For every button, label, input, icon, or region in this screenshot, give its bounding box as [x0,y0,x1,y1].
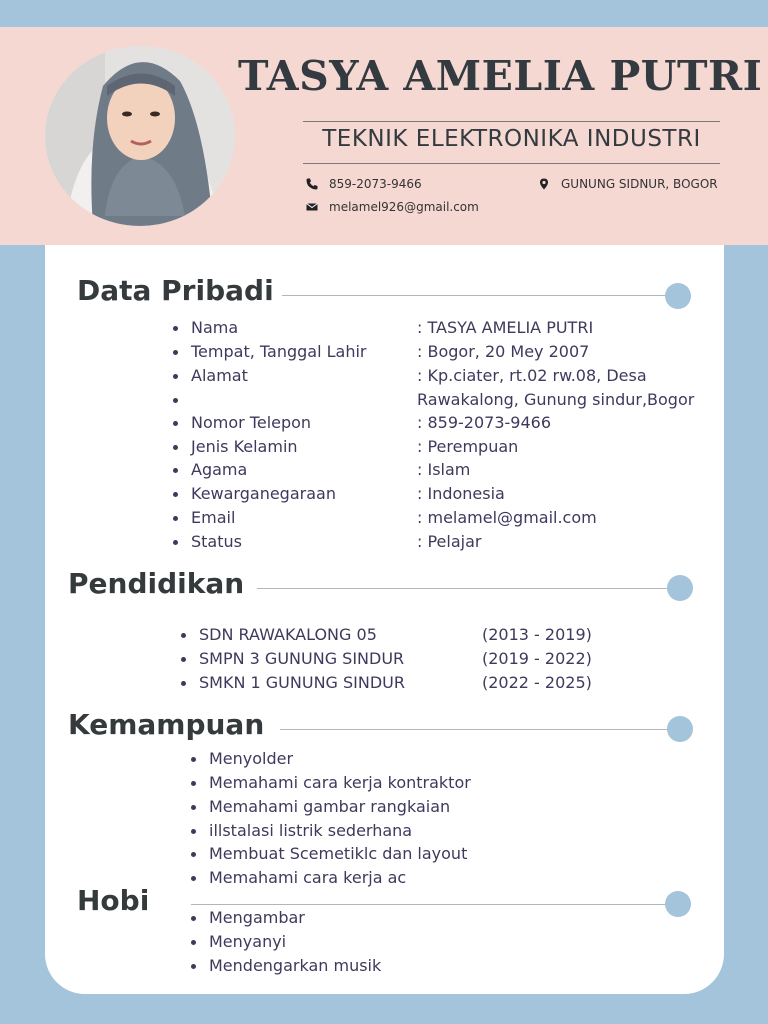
personal-value: : Indonesia [417,484,505,503]
subtitle-rule-top [303,121,720,122]
education-years: (2019 - 2022) [482,649,592,668]
location-text: GUNUNG SIDNUR, BOGOR [561,177,718,191]
job-title: TEKNIK ELEKTRONIKA INDUSTRI [322,126,701,152]
personal-label: Kewarganegaraan [191,484,336,503]
personal-value: : Perempuan [417,437,519,456]
email-text: melamel926@gmail.com [329,200,479,214]
subtitle-rule-bottom [303,163,720,164]
phone-icon [305,177,319,191]
personal-value: : TASYA AMELIA PUTRI [417,318,594,337]
section-dot-pendidikan [667,575,693,601]
skill-item: illstalasi listrik sederhana [209,821,413,840]
education-school: SMKN 1 GUNUNG SINDUR [199,673,406,692]
section-line-data-pribadi [282,295,670,296]
personal-label: Alamat [191,366,248,385]
personal-label: Jenis Kelamin [191,437,298,456]
location-pin-icon [537,177,551,191]
personal-value: : Bogor, 20 Mey 2007 [417,342,590,361]
personal-label: Tempat, Tanggal Lahir [191,342,367,361]
section-title-pendidikan: Pendidikan [68,567,245,600]
personal-value: : melamel@gmail.com [417,508,597,527]
section-dot-hobi [665,891,691,917]
personal-value: : Kp.ciater, rt.02 rw.08, Desa [417,366,647,385]
education-years: (2013 - 2019) [482,625,592,644]
skill-item: Memahami cara kerja kontraktor [209,773,471,792]
section-line-hobi [191,904,669,905]
section-title-data-pribadi: Data Pribadi [77,274,274,307]
phone-text: 859-2073-9466 [329,177,422,191]
contact-email [305,200,479,214]
profile-photo [45,46,235,226]
education-school: SMPN 3 GUNUNG SINDUR [199,649,405,668]
personal-value: Rawakalong, Gunung sindur,Bogor [417,390,695,409]
personal-label: Email [191,508,236,527]
skill-item: Menyolder [209,749,294,768]
contact-phone [305,177,422,191]
personal-value: : Islam [417,460,471,479]
personal-label: Nama [191,318,239,337]
skill-item: Membuat Scemetiklc dan layout [209,844,468,863]
personal-value: : 859-2073-9466 [417,413,551,432]
section-dot-data-pribadi [665,283,691,309]
hobby-item: Mengambar [209,908,305,927]
personal-label: Nomor Telepon [191,413,312,432]
skill-item: Memahami cara kerja ac [209,868,407,887]
personal-value: : Pelajar [417,532,482,551]
personal-label: Status [191,532,242,551]
hobby-item: Menyanyi [209,932,287,951]
section-dot-kemampuan [667,716,693,742]
section-title-kemampuan: Kemampuan [68,708,265,741]
education-school: SDN RAWAKALONG 05 [199,625,377,644]
email-icon [305,200,319,214]
education-years: (2022 - 2025) [482,673,592,692]
personal-label: Agama [191,460,248,479]
contact-location [537,177,718,191]
full-name: TASYA AMELIA PUTRI [238,52,763,100]
section-line-kemampuan [280,729,670,730]
skill-item: Memahami gambar rangkaian [209,797,451,816]
section-title-hobi: Hobi [77,884,150,917]
hobby-item: Mendengarkan musik [209,956,382,975]
section-line-pendidikan [257,588,670,589]
